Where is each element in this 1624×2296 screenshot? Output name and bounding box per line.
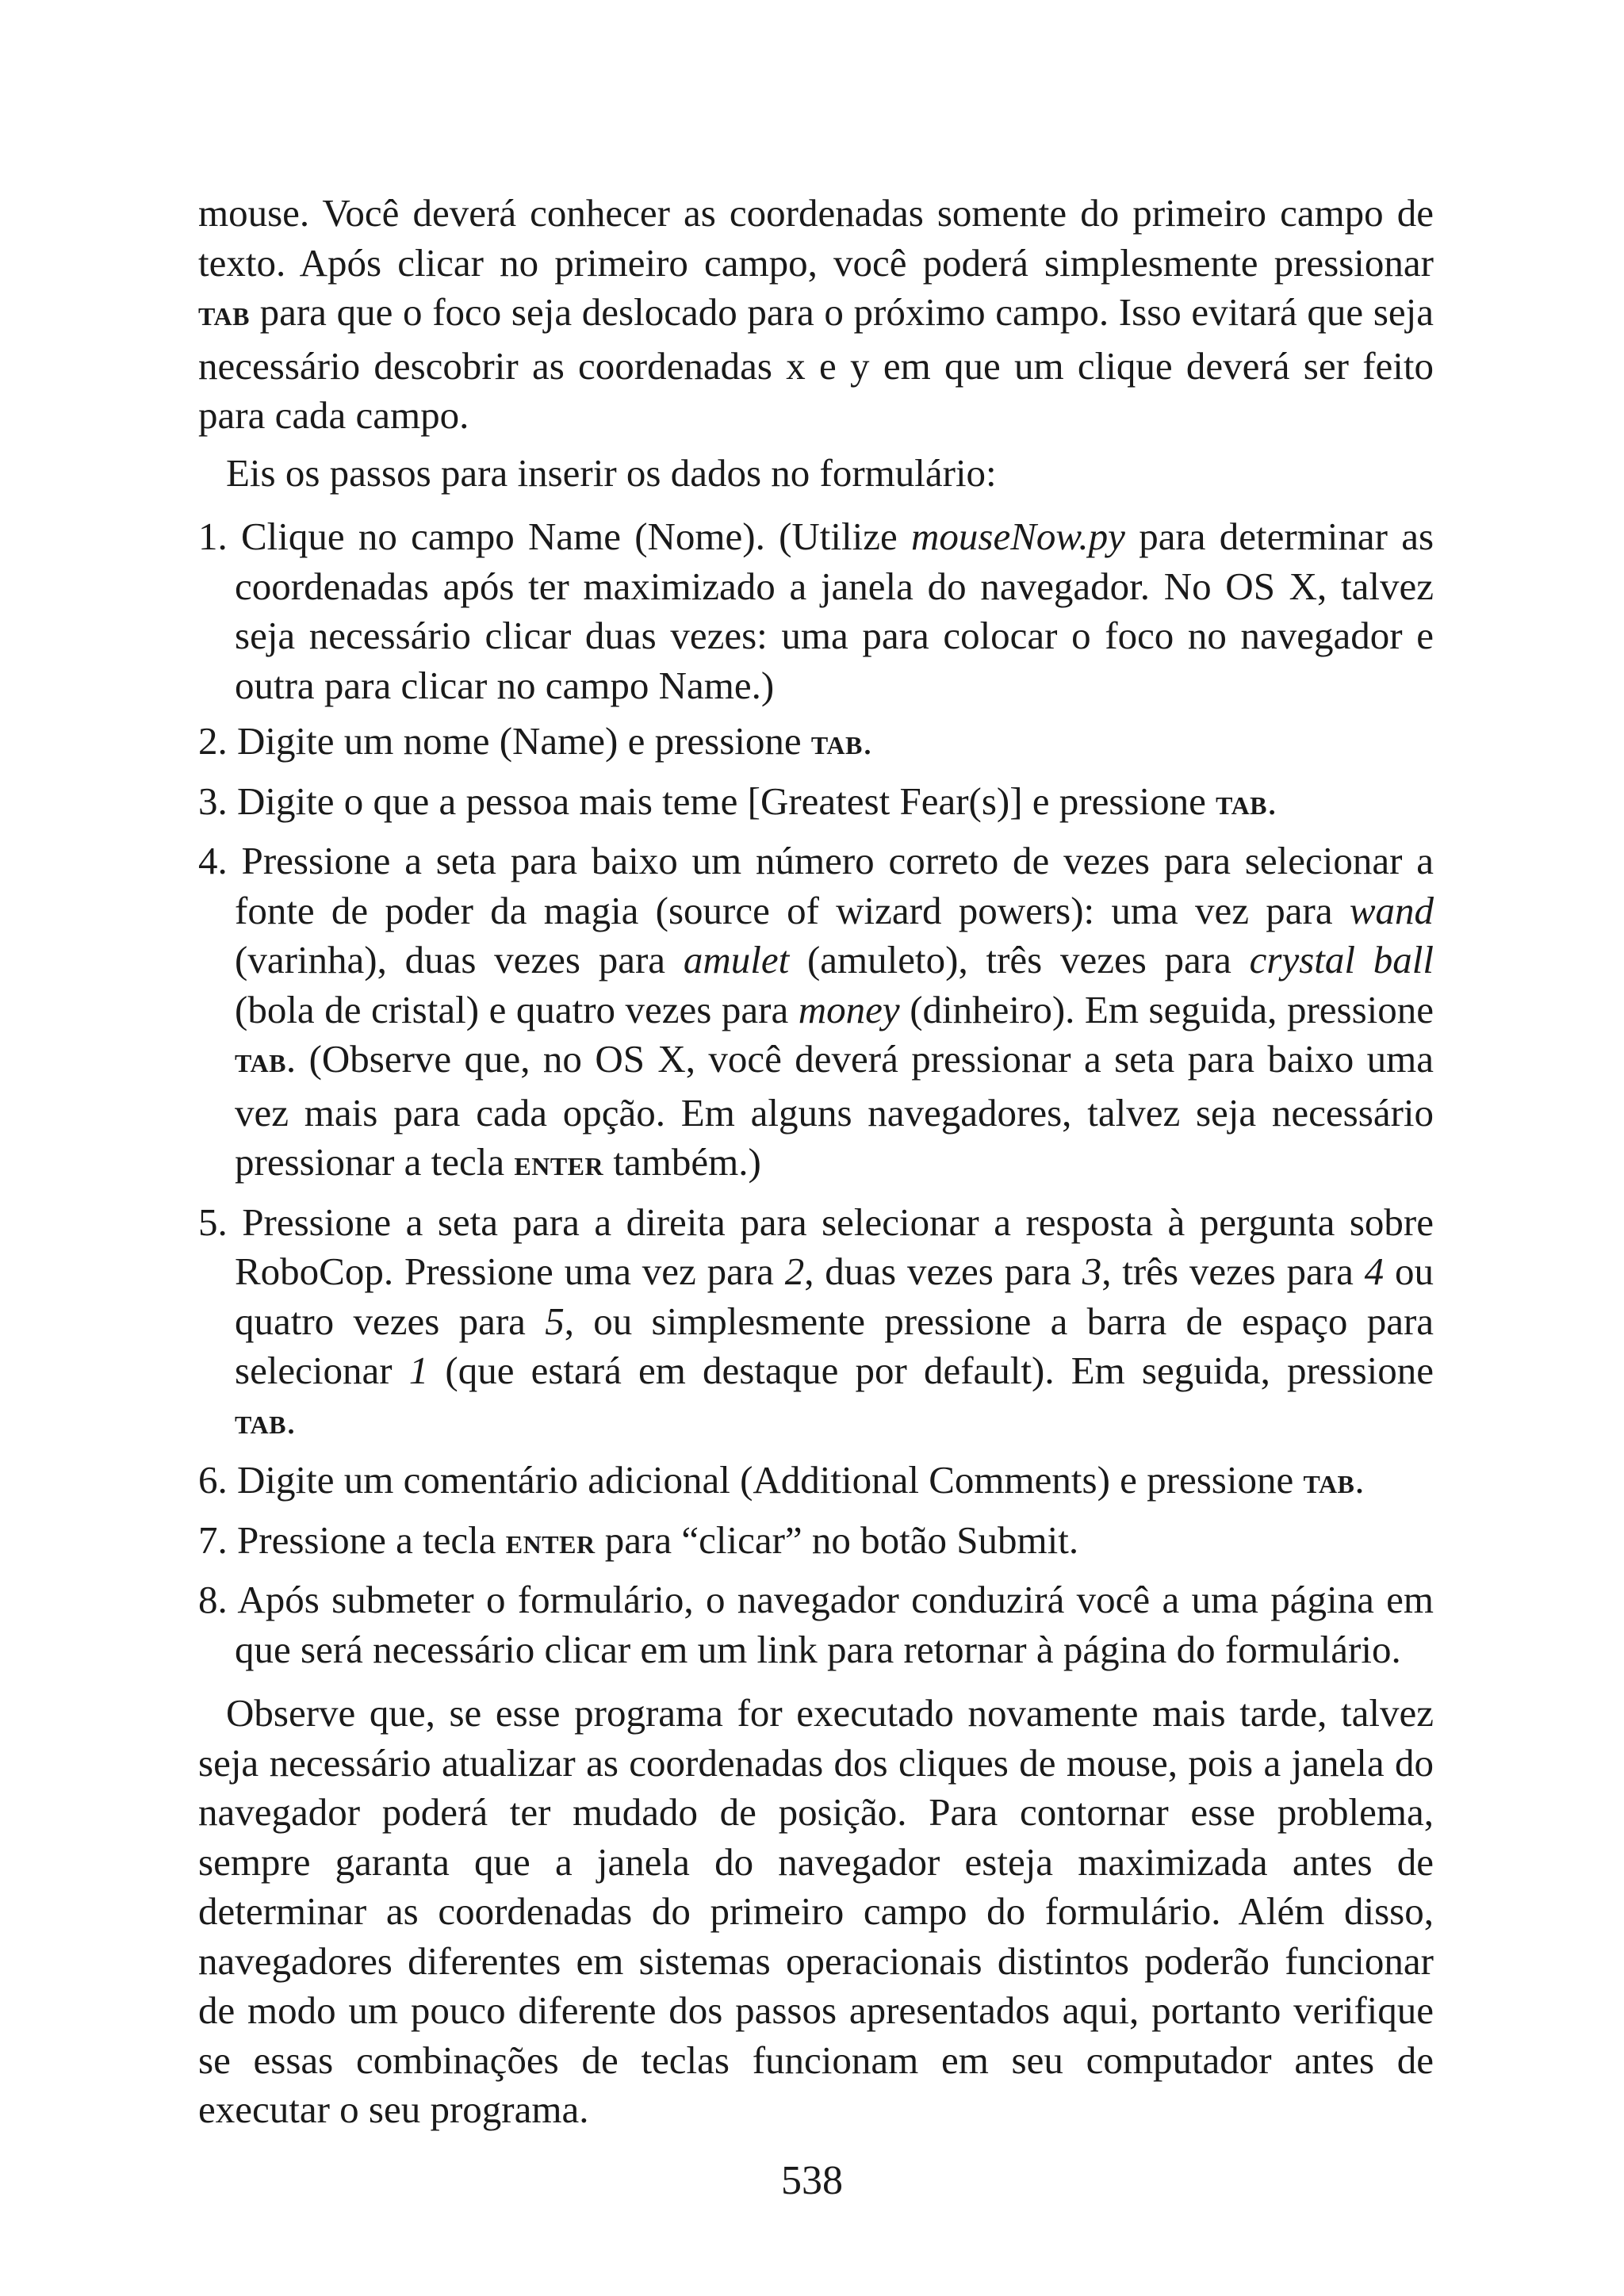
- step-emphasis: wand: [1349, 888, 1434, 932]
- step-emphasis: 1: [408, 1349, 429, 1392]
- list-item-4: 4. Pressione a seta para baixo um número correto de vezes para selecionar a fonte de poder da magia (source of wizard powers): uma vez para wand (varinha), duas vezes para amulet (amuleto), três vezes para crystal ball (bola de cristal) e quatro vezes para money (dinheiro). Em seguida, pressione TAB. (Observe que, no OS X, você deverá pressionar a seta para baixo uma vez mais para cada opção. Em alguns navegadores, talvez seja necessário pressionar a tecla ENTER também.): [198, 839, 1434, 1184]
- step-text: , duas vezes para: [804, 1249, 1071, 1293]
- key-enter: ENTER: [514, 1152, 604, 1181]
- step-text: (amuleto), três vezes para: [806, 938, 1231, 982]
- list-item-2: 2. Digite um nome (Name) e pressione TAB.: [198, 719, 873, 763]
- list-item-6: 6. Digite um comentário adicional (Additional Comments) e pressione TAB.: [198, 1458, 1365, 1502]
- step-text: ou quatro vezes para: [235, 1249, 1434, 1343]
- key-enter: ENTER: [505, 1529, 596, 1559]
- page-body: [198, 189, 1434, 2135]
- step-text: para “clicar” no botão Submit.: [604, 1517, 1079, 1562]
- step-emphasis: mouseNow.py: [911, 515, 1125, 558]
- steps-intro: Eis os passos para inserir os dados no formulário:: [226, 450, 997, 495]
- list-item-7: [198, 1516, 1434, 1570]
- step-text: para determinar as coordenadas após ter maximizado a janela do navegador. No OS X, talvez seja necessário clicar duas vezes: uma para colocar o foco no navegador e outra para clicar no campo Name.): [235, 515, 1434, 707]
- step-emphasis: amulet: [683, 938, 790, 982]
- step-emphasis: crystal ball: [1249, 938, 1434, 982]
- intro-paragraph: [198, 189, 1434, 441]
- closing-paragraph: Observe que, se esse programa for executado novamente mais tarde, talvez seja necessário atualizar as coordenadas dos cliques de mouse, pois a janela do navegador poderá ter mudado de posição. Para contornar esse problema, sempre garanta que a janela do navegador esteja maximizada antes de determinar as coordenadas do primeiro campo do formulário. Além disso, navegadores diferentes em sistemas operacionais distintos poderão funcionar de modo um pouco diferente dos passos apresentados aqui, portanto verifique se essas combinações de teclas funcionam em seu computador antes de executar o seu programa.: [198, 1691, 1434, 2131]
- step-emphasis: money: [798, 987, 900, 1031]
- key-tab: TAB: [235, 1410, 286, 1439]
- step-text: (bola de cristal) e quatro vezes para: [235, 987, 789, 1031]
- intro-text-start: mouse. Você deverá conhecer as coordenadas somente do primeiro campo de texto. Após clicar no primeiro campo, você poderá simplesmente pressionar: [198, 191, 1434, 285]
- key-tab: TAB: [810, 731, 863, 760]
- step-text: 4. Pressione a seta para baixo um número correto de vezes para selecionar a fonte de poder da magia (source of wizard powers): uma vez para: [198, 839, 1434, 932]
- key-tab: TAB: [1303, 1470, 1355, 1498]
- step-text: também.): [613, 1140, 761, 1184]
- list-item-5: 5. Pressione a seta para a direita para selecionar a resposta à pergunta sobre RoboCop. Pressione uma vez para 2, duas vezes para 3, três vezes para 4 ou quatro vezes para 5, ou simplesmente pressione a barra de espaço para selecionar 1 (que estará em destaque por default). Em seguida, pressione TAB.: [198, 1200, 1434, 1442]
- key-tab: TAB: [235, 1049, 286, 1077]
- step-text: (varinha), duas vezes para: [235, 938, 666, 982]
- step-emphasis: 2: [784, 1249, 805, 1293]
- step-text: 6. Digite um comentário adicional (Additional Comments) e pressione: [198, 1458, 1294, 1502]
- key-tab: TAB: [1216, 790, 1268, 820]
- list-item-1: [198, 512, 1434, 710]
- intro-text-end: para que o foco seja deslocado para o próximo campo. Isso evitará que seja necessário descobrir as coordenadas x e y em que um clique deverá ser feito para cada campo.: [198, 290, 1434, 437]
- step-emphasis: 3: [1082, 1249, 1102, 1293]
- step-text: 7. Pressione a tecla: [198, 1517, 496, 1562]
- steps-list: [198, 512, 1434, 1674]
- step-text: (que estará em destaque por default). Em seguida, pressione: [445, 1349, 1434, 1392]
- step-emphasis: 4: [1364, 1249, 1385, 1293]
- step-text: 2. Digite um nome (Name) e pressione: [198, 719, 802, 763]
- step-text: 1. Clique no campo Name (Nome). (Utilize: [198, 515, 898, 558]
- step-text: 5. Pressione a seta para a direita para selecionar a resposta à pergunta sobre RoboCop. Pressione uma vez para: [198, 1200, 1434, 1293]
- step-text: (Observe que, no OS X, você deverá pressionar a seta para baixo uma vez mais para cada opção. Em alguns navegadores, talvez seja necessário pressionar a tecla: [235, 1037, 1434, 1184]
- step-text: 3. Digite o que a pessoa mais teme [Greatest Fear(s)] e pressione: [198, 779, 1206, 823]
- step-text: 8. Após submeter o formulário, o navegador conduzirá você a uma página em que será necessário clicar em um link para retornar à página do formulário.: [198, 1578, 1434, 1671]
- list-item-8: [198, 1575, 1434, 1674]
- key-tab: TAB: [198, 302, 250, 331]
- list-item-3: 3. Digite o que a pessoa mais teme [Greatest Fear(s)] e pressione TAB.: [198, 779, 1277, 823]
- step-emphasis: 5: [545, 1299, 565, 1343]
- step-text: , ou simplesmente pressione a barra de espaço para selecionar: [235, 1299, 1434, 1392]
- step-text: (dinheiro). Em seguida, pressione: [910, 987, 1434, 1031]
- page-number: 538: [781, 2158, 843, 2203]
- step-text: , três vezes para: [1101, 1249, 1354, 1293]
